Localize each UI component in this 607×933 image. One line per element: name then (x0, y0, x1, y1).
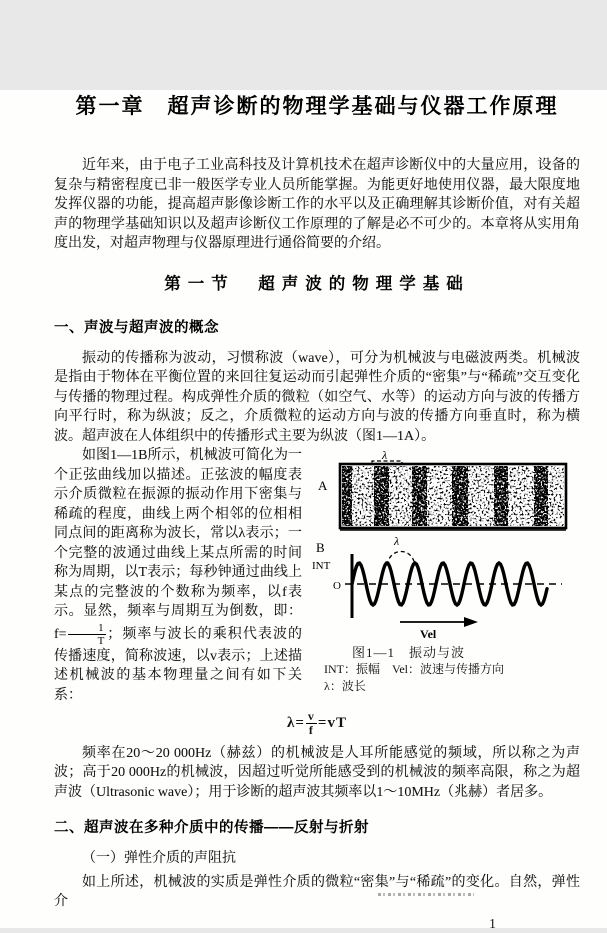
paragraph-sine-part2: ；频率与波长的乘积代表波的传播速度，简称波速，以v表示；上述描述机械波的基本物理量之间有如下关系： (54, 626, 302, 703)
paragraph-wave-concept: 振动的传播称为波动，习惯称波（wave），可分为机械波与电磁波两类。机械波是指由于物体在平衡位置的来回往复运动而引起弹性介质的“密集”与“稀疏”交互变化与传播的物理过程。构成弹性介质的微粒（如空气、水等）的运动方向与波的传播方向平行时，称为纵波；反之，介质微粒的运动方向与波的传播方向垂直时，称为横波。超声波在人体组织中的传播形式主要为纵波（图1—1A）。 (54, 350, 580, 444)
formula-lhs: λ= (287, 715, 305, 732)
velocity-arrow-head (464, 617, 478, 627)
inline-fraction-denominator: T (97, 634, 105, 647)
figure-part-a-label: A (318, 478, 328, 493)
formula-fraction-denominator: f (308, 723, 314, 738)
lambda-label-a: λ (382, 448, 388, 462)
figure-legend-line2: λ：波长 (324, 679, 366, 693)
chapter-title: 第一章 超声诊断的物理学基础与仪器工作原理 (75, 95, 559, 118)
formula-fraction-numerator: v (307, 709, 315, 724)
vel-label: Vel (420, 627, 437, 641)
section-heading: 第一节 超声波的物理学基础 (164, 273, 470, 293)
formula-rhs: =vT (317, 715, 347, 732)
subsection-heading-1: 一、声波与超声波的概念 (54, 319, 219, 336)
lambda-label-b: λ (394, 534, 400, 548)
subsection-heading-2: 二、超声波在多种介质中的传播——反射与折射 (54, 820, 369, 837)
formula-fraction-v-over-f (306, 710, 317, 737)
intro-paragraph: 近年来，由于电子工业高科技及计算机技术在超声诊断仪中的大量应用，设备的复杂与精密程度已非一般医学专业人员所能掌握。为能更好地使用仪器，最大限度地发挥仪器的功能，提高超声影像诊断工作的水平以及正确理解其诊断价值，对有关超声的物理学基础知识以及超声诊断仪工作原理的了解是必不可少的。本章将从实用角度出发，对超声物理与仪器原理进行通俗简要的介绍。 (54, 158, 580, 251)
item-heading-acoustic-impedance: （一）弹性介质的声阻抗 (82, 851, 236, 867)
two-column-block (54, 446, 580, 802)
paragraph-sine-part1: 如图1—1B所示，机械波可简化为一个正弦曲线加以描述。正弦波的幅度表示介质微粒在振源的振动作用下密集与稀疏的程度，曲线上两个相邻的位相相同点间的距离称为波长，常以λ表示；一个完整的波通过曲线上某点所需的时间称为周期，以T表示；每秒钟通过曲线上某点的完整波的个数称为频率，以f表示。显然，频率与周期互为倒数，即：f= (54, 448, 302, 642)
figure-part-b-label: B (316, 540, 325, 555)
figure-1-1 (312, 448, 580, 695)
paragraph-impedance: 如上所述，机械波的实质是弹性介质的微粒“密集”与“稀疏”的变化。自然，弹性介 (54, 874, 580, 910)
int-axis-label: INT (312, 560, 331, 572)
wavelength-bracket-b (387, 552, 415, 566)
page-number: 1 (489, 916, 496, 932)
figure-legend-line1: INT：振幅 Vel：波速与传播方向 (324, 662, 504, 676)
paragraph-frequency-range: 频率在20～20 000Hz（赫兹）的机械波是人耳所能感觉的频域，所以称之为声波；高于20 000Hz的机械波，因超过听觉所能感受到的机械波的频率高限，称之为超声波（Ultrasonic wave）；用于诊断的超声波其频率以1～10MHz（兆赫）者居多。 (54, 745, 580, 800)
inline-fraction-f-equals-1-over-T (68, 622, 107, 647)
inline-fraction-numerator: 1 (68, 622, 107, 635)
vibration-wave-diagram (312, 448, 580, 640)
scan-smudge-artifact (378, 893, 474, 896)
o-axis-label: O (333, 580, 341, 592)
scanned-book-page (0, 90, 607, 932)
figure-caption: 图1—1 振动与波 (352, 645, 466, 660)
wavelength-formula (54, 710, 580, 737)
